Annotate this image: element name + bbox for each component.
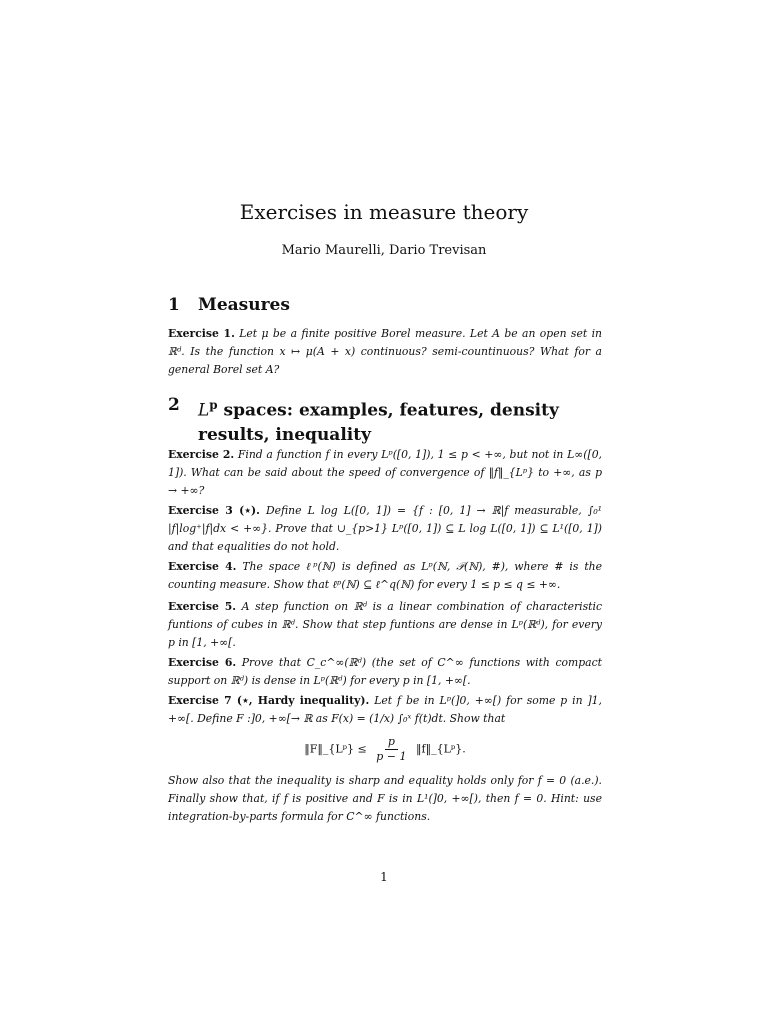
- formula-lhs: ‖F‖_{Lᵖ} ≤: [304, 742, 367, 756]
- exercise-text: Define L log L([0, 1]) = {f : [0, 1] → ℝ|f measurable, ∫₀¹ |f|log⁺|f|dx < +∞}. Prove that ∪_{p>1} Lᵖ([0, 1]) ⊆ L log L([0, 1]) ⊆ L¹([0, 1]) and that equalities do not hold.: [168, 504, 602, 553]
- section-heading-2: [168, 393, 608, 447]
- exercise-label: Exercise 2.: [168, 448, 235, 461]
- exercise-label: Exercise 6.: [168, 656, 237, 669]
- exercise-5: [168, 598, 602, 652]
- closing-text: Show also that the inequality is sharp and equality holds only for f = 0 (a.e.). Finally show that, if f is positive and F is in L¹(]0, +∞[), then f = 0. Hint: use integration-by-parts formula for C^∞ functions.: [168, 774, 602, 823]
- exercise-text: A step function on ℝᵈ is a linear combination of characteristic funtions of cubes in ℝᵈ. Show that step funtions are dense in Lᵖ(ℝᵈ), for every p in [1, +∞[.: [168, 600, 602, 649]
- exercise-3: [168, 502, 602, 556]
- formula-numerator: p: [385, 735, 398, 750]
- exercise-label: Exercise 5.: [168, 600, 237, 613]
- section-title-sup: p: [209, 398, 218, 412]
- formula-fraction: [373, 735, 409, 764]
- exercise-label: Exercise 4.: [168, 560, 237, 573]
- section-number: 2: [168, 395, 180, 415]
- exercise-6: [168, 654, 602, 690]
- exercise-2: [168, 446, 602, 500]
- closing-paragraph: [168, 772, 602, 826]
- exercise-1: [168, 325, 602, 379]
- exercise-text: Let μ be a finite positive Borel measure. Let A be an open set in ℝᵈ. Is the function x ↦ μ(A + x) continuous? semi-countinuous? What for a general Borel set A?: [168, 327, 602, 376]
- exercise-text: The space ℓᵖ(ℕ) is defined as Lᵖ(ℕ, 𝒫(ℕ), #), where # is the counting measure. Show that ℓᵖ(ℕ) ⊆ ℓ^q(ℕ) for every 1 ≤ p ≤ q ≤ +∞.: [168, 560, 603, 591]
- exercise-4: [168, 558, 602, 594]
- exercise-text: Prove that C_c^∞(ℝᵈ) (the set of C^∞ functions with compact support on ℝᵈ) is dense in Lᵖ(ℝᵈ) for every p in [1, +∞[.: [168, 656, 602, 687]
- document-authors: Mario Maurelli, Dario Trevisan: [281, 243, 487, 258]
- section-heading-1: [168, 293, 608, 317]
- hardy-inequality-formula: [168, 735, 602, 764]
- section-number: 1: [168, 295, 180, 315]
- section-title-prefix: L: [198, 400, 210, 421]
- document-title: Exercises in measure theory: [239, 200, 529, 224]
- formula-denominator: p − 1: [376, 750, 407, 763]
- exercise-label: Exercise 1.: [168, 327, 235, 340]
- exercise-label: Exercise 3 (⋆).: [168, 504, 260, 517]
- section-title: spaces: examples, features, density results, inequality: [198, 400, 559, 445]
- formula-rhs: ‖f‖_{Lᵖ}.: [416, 742, 466, 756]
- exercise-7: [168, 692, 602, 728]
- exercise-label: Exercise 7 (⋆, Hardy inequality).: [168, 694, 370, 707]
- page-number: 1: [380, 870, 388, 884]
- exercise-text: Find a function f in every Lᵖ([0, 1]), 1 ≤ p < +∞, but not in L∞([0, 1]). What can be said about the speed of convergence of ‖f‖_{Lᵖ} to +∞, as p → +∞?: [168, 448, 602, 497]
- exercise-text: Let f be in Lᵖ(]0, +∞[) for some p in ]1, +∞[. Define F :]0, +∞[→ ℝ as F(x) = (1/x) ∫₀ˣ f(t)dt. Show that: [168, 694, 602, 725]
- section-title: Measures: [198, 295, 290, 315]
